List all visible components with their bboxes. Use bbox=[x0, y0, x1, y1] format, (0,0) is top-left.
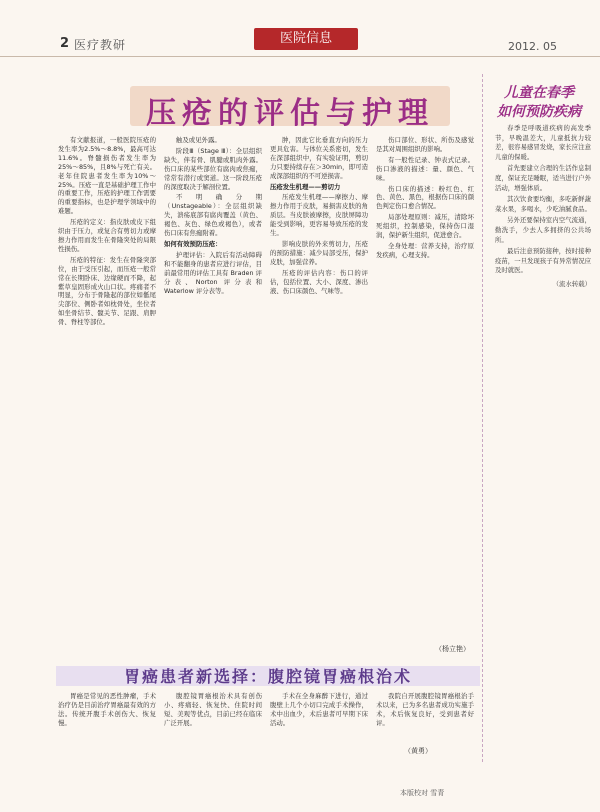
paragraph: 其次饮食要均衡，多吃新鲜蔬菜水果，多喝水，少吃油腻食品。 bbox=[495, 195, 591, 213]
paragraph: 最后注意预防接种，按时接种疫苗，一旦发现孩子有异常情况应及时就医。 bbox=[495, 247, 591, 275]
page-number: 2 bbox=[60, 36, 70, 51]
column-name: 医疗教研 bbox=[74, 38, 127, 52]
article-column-2 bbox=[164, 136, 262, 656]
paragraph: 压疮的评估内容：伤口的评估，包括位置、大小、深度、渗出液、伤口床颜色、气味等。 bbox=[270, 268, 368, 295]
newspaper-logo: 医院信息 bbox=[254, 28, 358, 50]
article2-column-3 bbox=[270, 692, 368, 804]
editor-credit: 本版校对 雪青 bbox=[400, 789, 445, 797]
article-author: （杨立艳） bbox=[435, 645, 470, 654]
paragraph: 影响皮肤的外来剪切力，压疮的预防措施：减少局部受压，保护皮肤，加强营养。 bbox=[270, 239, 368, 266]
sidebar-title-line2: 如何预防疾病 bbox=[497, 104, 581, 120]
sidebar-source: （流水转载） bbox=[552, 279, 591, 288]
paragraph: 不明确分期（Unstageable）：全层组织缺失，溃疡底部有腐肉覆盖（黄色、褐色、灰色、绿色或褐色），或者伤口床有焦痂附着。 bbox=[164, 193, 262, 238]
article-body bbox=[58, 136, 476, 656]
paragraph: 腹腔镜胃癌根治术具有创伤小、疼痛轻、恢复快、住院时间短、美观等优点，目前已经在临床广泛开展。 bbox=[164, 692, 262, 727]
article2-column-1 bbox=[58, 692, 156, 804]
paragraph: 我院自开展腹腔镜胃癌根治手术以来，已为多名患者成功实施手术，术后恢复良好，受到患者好评。 bbox=[376, 692, 474, 727]
paragraph: 另外还要保持室内空气流通，勤洗手，少去人多拥挤的公共场所。 bbox=[495, 216, 591, 244]
subheading: 压疮发生机理——剪切力 bbox=[270, 182, 341, 191]
paragraph: 伤口部位、形状、所伤及感觉是其对周围组织的影响。 bbox=[376, 136, 474, 153]
paragraph: 有文献报道，一般医院压疮的发生率为2.5%～8.8%，最高可达11.6%。脊髓损伤者发生率为25%～85%，且8%与死亡有关。老年住院患者发生率为10%～25%。压疮一直是基础护理工作中的重要工作，压疮的护理工作需要的重要指标，也是护理学领域中的难题。 bbox=[58, 136, 156, 216]
paragraph: 局部处理原则：减压，清除坏死组织，控制感染，保持伤口湿润，保护新生组织，促进愈合。 bbox=[376, 213, 474, 240]
page-header bbox=[0, 0, 600, 57]
article2-author: （黄勇） bbox=[404, 747, 432, 755]
paragraph: 肿，因此它比垂直方向的压力更具危害。与体位关系密切，发生在深部组织中，有实验证明，剪切力只要持续存在＞30min，即可造成深部组织的不可逆损害。 bbox=[270, 136, 368, 180]
sidebar-body bbox=[495, 124, 591, 290]
paragraph: 胃癌是常见的恶性肿瘤，手术治疗仍是目前治疗胃癌最有效的方法。传统开腹手术创伤大、恢复慢。 bbox=[58, 692, 156, 727]
issue-date: 2012. 05 bbox=[508, 40, 557, 53]
paragraph: 压疮的特征：发生在骨隆突部位，由于受压引起，而压疮一般常常在长期卧床、边缘硬而不降，起紫草皇固形成火山口状。疼痛者不明显，分布于骨隆起的部位如骶尾尖部位、侧卧者如枕骨处，坐位者如坐骨结节、髋关节、足跟、肩胛骨、脊柱等部位。 bbox=[58, 255, 156, 327]
paragraph: 春季是呼吸道疾病的高发季节，早晚温差大，儿童抵抗力较差，很容易感冒发烧，家长应注意儿童的保暖。 bbox=[495, 124, 591, 161]
sidebar-title bbox=[483, 84, 595, 122]
paragraph: 手术在全身麻醉下进行，通过腹壁上几个小切口完成手术操作，术中出血少，术后患者可早期下床活动。 bbox=[270, 692, 368, 727]
paragraph: 有一般性记录、钟表式记录。伤口渗液的描述：量、颜色、气味。 bbox=[376, 155, 474, 182]
paragraph: 伤口床的描述：粉红色、红色、黄色、黑色，根据伤口床的颜色判定伤口愈合情况。 bbox=[376, 184, 474, 211]
article-title-banner bbox=[130, 86, 450, 132]
paragraph: 压疮的定义：指皮肤或皮下组织由于压力，或复合有剪切力或摩擦力作用而发生在骨隆突处的局限性损伤。 bbox=[58, 218, 156, 253]
paragraph: 阶段Ⅲ（Stage Ⅲ）：全层组织缺失，伴有骨、肌腱或肌肉外露。伤口床的某些部位有腐肉或焦痂，常常有潜行或窦道。这一阶段压疮的深度取决于解剖位置。 bbox=[164, 146, 262, 191]
article2-column-2 bbox=[164, 692, 262, 804]
article-column-1 bbox=[58, 136, 156, 656]
article-column-4 bbox=[376, 136, 474, 656]
article-column-3 bbox=[270, 136, 368, 656]
paragraph: 全身处理：营养支持，治疗原发疾病，心理支持。 bbox=[376, 241, 474, 259]
paragraph: 压疮发生机理——摩擦力、摩擦力作用于皮肤，易损害皮肤的角质层。当皮肤被摩擦，皮肤屏障功能受到影响，更容易导致压疮的发生。 bbox=[270, 193, 368, 238]
paragraph: 首先要建立合理的生活作息制度，保证充足睡眠，适当进行户外活动，增强体质。 bbox=[495, 164, 591, 192]
sidebar bbox=[482, 74, 595, 762]
article2-title: 胃癌患者新选择：腹腔镜胃癌根治术 bbox=[123, 667, 412, 686]
subheading: 如何有效预防压疮： bbox=[164, 239, 222, 248]
sidebar-title-line1: 儿童在春季 bbox=[504, 85, 574, 101]
paragraph: 触及或见外露。 bbox=[176, 136, 221, 144]
article-title: 压疮的评估与护理 bbox=[146, 96, 434, 131]
paragraph: 护理评估：入院后有活动障碍和不能翻身的患者应进行评估，目前最常用的评估工具有 Braden 评分表、Norton 评分表和 Waterlow 评分表等。 bbox=[164, 250, 262, 295]
